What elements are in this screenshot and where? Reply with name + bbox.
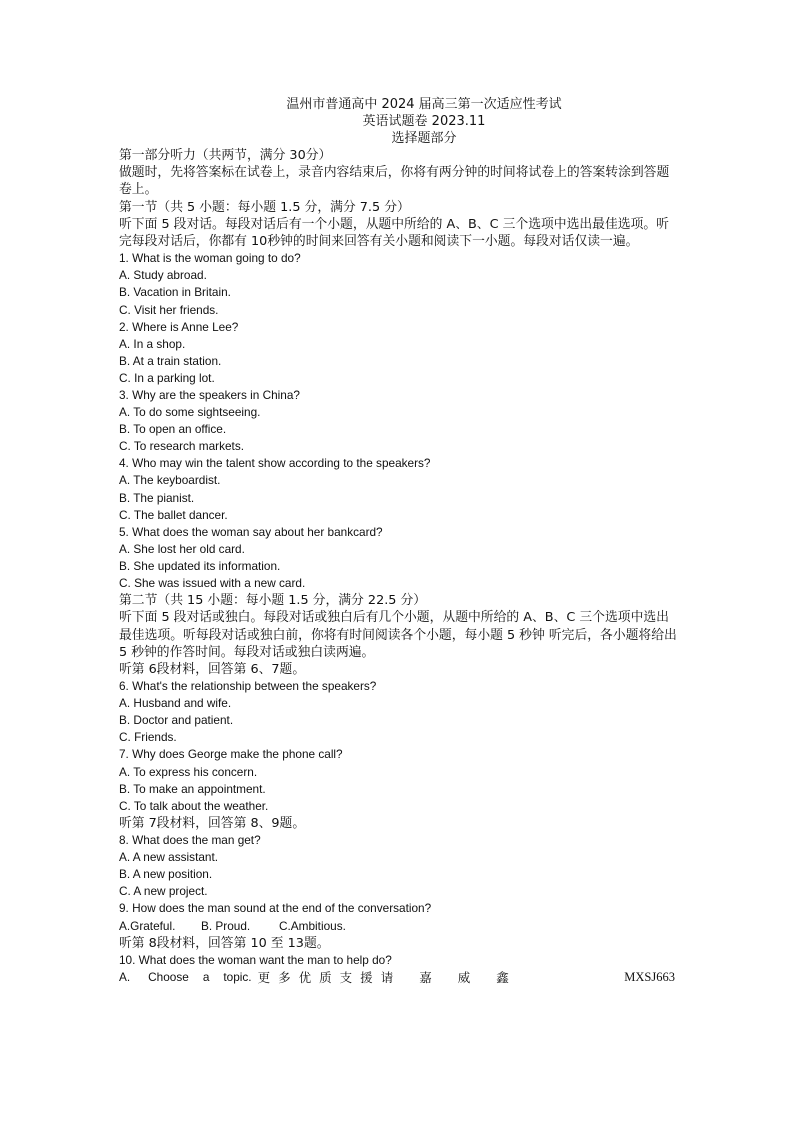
option-c: C. To research markets. <box>119 439 245 454</box>
promo-char: 优 <box>298 969 312 985</box>
question-text: 9. How does the man sound at the end of the conversation? <box>119 901 432 916</box>
promo-char: 请 <box>380 969 394 985</box>
promo-char: 鑫 <box>496 969 509 985</box>
question-9 <box>119 900 679 934</box>
option-c: C. A new project. <box>119 884 208 899</box>
option-a-word: Choose <box>148 969 189 984</box>
option-c: C. The ballet dancer. <box>119 507 228 522</box>
exam-page <box>119 96 679 986</box>
question-5 <box>119 524 679 592</box>
question-10 <box>119 952 679 986</box>
option-c: C. She was issued with a new card. <box>119 576 306 590</box>
question-4 <box>119 455 679 523</box>
questions-6-7 <box>119 678 679 815</box>
option-b: B. The pianist. <box>119 490 195 505</box>
option-a: A.Grateful. <box>119 918 176 933</box>
option-a: A. A new assistant. <box>119 850 219 865</box>
section-label: 选择题部分 <box>391 131 457 146</box>
option-c: C. Friends. <box>119 730 177 745</box>
subject-line: 英语试题卷 2023.11 <box>362 114 486 129</box>
promo-char: 多 <box>278 969 291 985</box>
question-7 <box>119 746 679 814</box>
option-c: C. In a parking lot. <box>119 370 215 385</box>
option-a: A. In a shop. <box>119 336 186 351</box>
option-a <box>119 969 258 986</box>
question-text: 7. Why does George make the phone call? <box>119 747 343 762</box>
option-b: B. Vacation in Britain. <box>119 285 231 300</box>
option-a-label: A. <box>119 969 131 984</box>
promo-char: 嘉 <box>419 969 432 985</box>
part1-heading: 第一部分听力（共两节，满分 30分） <box>119 148 332 163</box>
promo-char: 援 <box>360 969 373 985</box>
question-text: 10. What does the woman want the man to help do? <box>119 952 392 967</box>
option-b: B. A new position. <box>119 867 213 882</box>
option-b: B. To open an office. <box>119 422 227 437</box>
questions-1-5 <box>119 250 679 592</box>
options-row <box>119 918 679 935</box>
question-text: 5. What does the woman say about her bankcard? <box>119 524 383 539</box>
material-8-note: 听第 8段材料，回答第 10 至 13题。 <box>119 935 330 951</box>
material-6-note: 听第 6段材料，回答第 6、7题。 <box>119 661 306 677</box>
option-c: C.Ambitious. <box>279 918 346 933</box>
promo-char: 更 <box>257 969 271 985</box>
option-a: A. To express his concern. <box>119 764 258 779</box>
option-a-line <box>119 969 675 986</box>
question-text: 8. What does the man get? <box>119 833 261 848</box>
section1-intro: 听下面 5 段对话。每段对话后有一个小题，从题中所给的 A、B、C 三个选项中选出最佳选项。听完每段对话后，你都有 10秒钟的时间来回答有关小题和阅读下一小题。每段对话仅读一遍。 <box>119 216 669 250</box>
question-1 <box>119 250 679 318</box>
question-text: 3. Why are the speakers in China? <box>119 387 300 402</box>
document-code: MXSJ663 <box>624 969 675 984</box>
part1-intro: 做题时，先将答案标在试卷上，录音内容结束后，你将有两分钟的时间将试卷上的答案转涂到答题卷上。 <box>119 165 670 198</box>
option-b: B. Doctor and patient. <box>119 713 234 728</box>
question-text: 1. What is the woman going to do? <box>119 251 301 266</box>
question-6 <box>119 678 679 746</box>
option-b: B. She updated its information. <box>119 558 281 573</box>
option-a: A. Husband and wife. <box>119 696 232 711</box>
question-text: 4. Who may win the talent show according to the speakers? <box>119 456 431 471</box>
option-b: B. To make an appointment. <box>119 781 266 796</box>
option-c: C. Visit her friends. <box>119 302 219 317</box>
material-7-note: 听第 7段材料，回答第 8、9题。 <box>119 815 306 831</box>
promo-char: 威 <box>457 969 471 985</box>
option-c: C. To talk about the weather. <box>119 798 269 813</box>
promo-char: 支 <box>339 969 353 985</box>
option-a-word: a <box>202 969 210 984</box>
section2-heading: 第二节（共 15 小题：每小题 1.5 分，满分 22.5 分） <box>119 593 427 609</box>
question-text: 2. Where is Anne Lee? <box>119 319 239 334</box>
section1-heading: 第一节（共 5 小题：每小题 1.5 分，满分 7.5 分） <box>119 199 410 215</box>
question-text: 6. What's the relationship between the speakers? <box>119 679 377 694</box>
promo-char: 质 <box>319 969 332 985</box>
exam-title: 温州市普通高中 2024 届高三第一次适应性考试 <box>286 97 562 112</box>
option-b: B. Proud. <box>201 918 251 933</box>
option-a: A. To do some sightseeing. <box>119 405 261 420</box>
promo-text <box>258 969 625 986</box>
question-3 <box>119 387 679 455</box>
option-b: B. At a train station. <box>119 353 222 368</box>
section2-intro: 听下面 5 段对话或独白。每段对话或独白后有几个小题，从题中所给的 A、B、C 三个选项中选出最佳选项。听每段对话或独白前，你将有时间阅读各个小题，每小题 5 秒钟 听完后，各小题将给出 5 秒钟的作答时间。每段对话或独白读两遍。 <box>119 610 677 660</box>
option-a: A. Study abroad. <box>119 268 207 283</box>
question-2 <box>119 319 679 387</box>
option-a: A. The keyboardist. <box>119 473 221 488</box>
question-8 <box>119 832 679 900</box>
option-a: A. She lost her old card. <box>119 541 245 556</box>
option-a-word: topic. <box>223 969 252 984</box>
